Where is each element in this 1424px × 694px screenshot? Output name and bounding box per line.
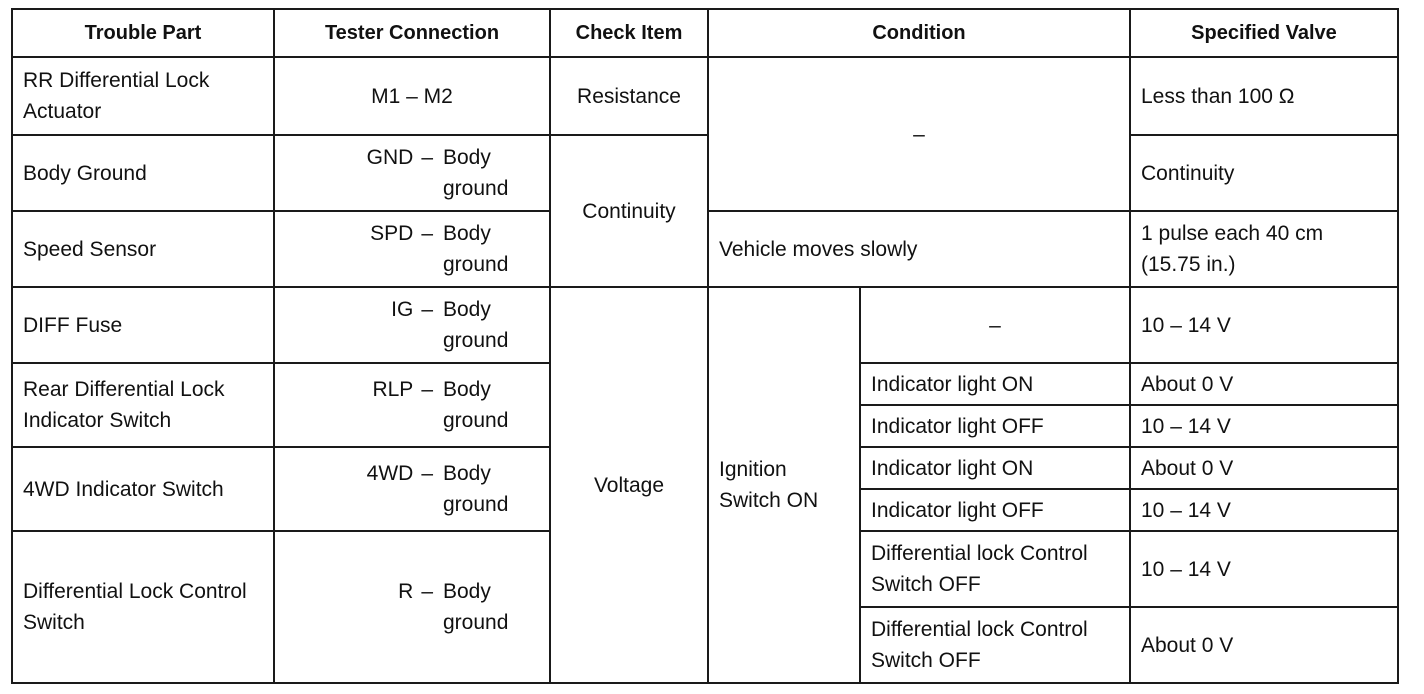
cell-subcondition-light-off: Indicator light OFF bbox=[860, 405, 1130, 447]
cell-tester-speed-sensor bbox=[274, 211, 550, 287]
cell-subcondition-control-off: Differential lock Control Switch OFF bbox=[860, 531, 1130, 607]
specification-table bbox=[11, 8, 1399, 684]
tester-pin: IG bbox=[391, 298, 414, 321]
tester-pin: RLP bbox=[372, 378, 414, 401]
header-check-item: Check Item bbox=[550, 9, 708, 57]
cell-part-speed-sensor: Speed Sensor bbox=[12, 211, 274, 287]
tester-dash: – bbox=[421, 462, 433, 485]
header-row bbox=[12, 9, 1398, 57]
cell-check-continuity: Continuity bbox=[550, 135, 708, 287]
tester-dash: – bbox=[421, 580, 433, 603]
tester-dash: – bbox=[421, 298, 433, 321]
cell-tester-rr-actuator: M1 – M2 bbox=[274, 57, 550, 135]
tester-location: Body ground bbox=[443, 222, 509, 276]
table-row bbox=[12, 57, 1398, 135]
cell-tester-4wd-indicator bbox=[274, 447, 550, 531]
tester-location: Body ground bbox=[443, 146, 509, 200]
spec-sheet bbox=[11, 8, 1397, 684]
cell-tester-body-ground bbox=[274, 135, 550, 211]
cell-condition-none: – bbox=[708, 57, 1130, 211]
cell-value-light-on: About 0 V bbox=[1130, 447, 1398, 489]
cell-value-control-off: About 0 V bbox=[1130, 607, 1398, 683]
cell-part-rear-diff-indicator: Rear Differential Lock Indicator Switch bbox=[12, 363, 274, 447]
cell-value-control-off: 10 – 14 V bbox=[1130, 531, 1398, 607]
tester-pin: SPD bbox=[370, 222, 414, 245]
tester-location: Body ground bbox=[443, 298, 509, 352]
tester-location: Body ground bbox=[443, 462, 509, 516]
header-trouble-part: Trouble Part bbox=[12, 9, 274, 57]
cell-check-resistance: Resistance bbox=[550, 57, 708, 135]
tester-dash: – bbox=[421, 222, 433, 245]
cell-value-light-off: 10 – 14 V bbox=[1130, 405, 1398, 447]
table-row bbox=[12, 287, 1398, 363]
cell-value-light-off: 10 – 14 V bbox=[1130, 489, 1398, 531]
table-row bbox=[12, 135, 1398, 211]
cell-value-diff-fuse: 10 – 14 V bbox=[1130, 287, 1398, 363]
cell-value-speed-sensor: 1 pulse each 40 cm (15.75 in.) bbox=[1130, 211, 1398, 287]
cell-check-voltage: Voltage bbox=[550, 287, 708, 683]
tester-location: Body ground bbox=[443, 378, 509, 432]
cell-part-rr-actuator: RR Differential Lock Actuator bbox=[12, 57, 274, 135]
cell-condition-ignition-on: Ignition Switch ON bbox=[708, 287, 860, 683]
tester-dash: – bbox=[421, 378, 433, 401]
cell-part-body-ground: Body Ground bbox=[12, 135, 274, 211]
header-tester-connection: Tester Connection bbox=[274, 9, 550, 57]
tester-dash: – bbox=[421, 146, 433, 169]
cell-part-diff-fuse: DIFF Fuse bbox=[12, 287, 274, 363]
cell-value-rr-actuator: Less than 100 Ω bbox=[1130, 57, 1398, 135]
tester-pin: 4WD bbox=[366, 462, 414, 485]
cell-value-light-on: About 0 V bbox=[1130, 363, 1398, 405]
cell-subcondition-control-off: Differential lock Control Switch OFF bbox=[860, 607, 1130, 683]
tester-pin: GND bbox=[366, 146, 414, 169]
cell-subcondition-light-off: Indicator light OFF bbox=[860, 489, 1130, 531]
header-specified-valve: Specified Valve bbox=[1130, 9, 1398, 57]
tester-pin: R bbox=[398, 580, 414, 603]
tester-location: Body ground bbox=[443, 580, 509, 634]
cell-subcondition-none: – bbox=[860, 287, 1130, 363]
cell-subcondition-light-on: Indicator light ON bbox=[860, 363, 1130, 405]
cell-condition-vehicle-moves: Vehicle moves slowly bbox=[708, 211, 1130, 287]
cell-tester-diff-lock-control bbox=[274, 531, 550, 683]
cell-part-diff-lock-control: Differential Lock Control Switch bbox=[12, 531, 274, 683]
header-condition: Condition bbox=[708, 9, 1130, 57]
cell-value-body-ground: Continuity bbox=[1130, 135, 1398, 211]
cell-tester-diff-fuse bbox=[274, 287, 550, 363]
cell-tester-rear-diff-indicator bbox=[274, 363, 550, 447]
cell-part-4wd-indicator: 4WD Indicator Switch bbox=[12, 447, 274, 531]
cell-subcondition-light-on: Indicator light ON bbox=[860, 447, 1130, 489]
